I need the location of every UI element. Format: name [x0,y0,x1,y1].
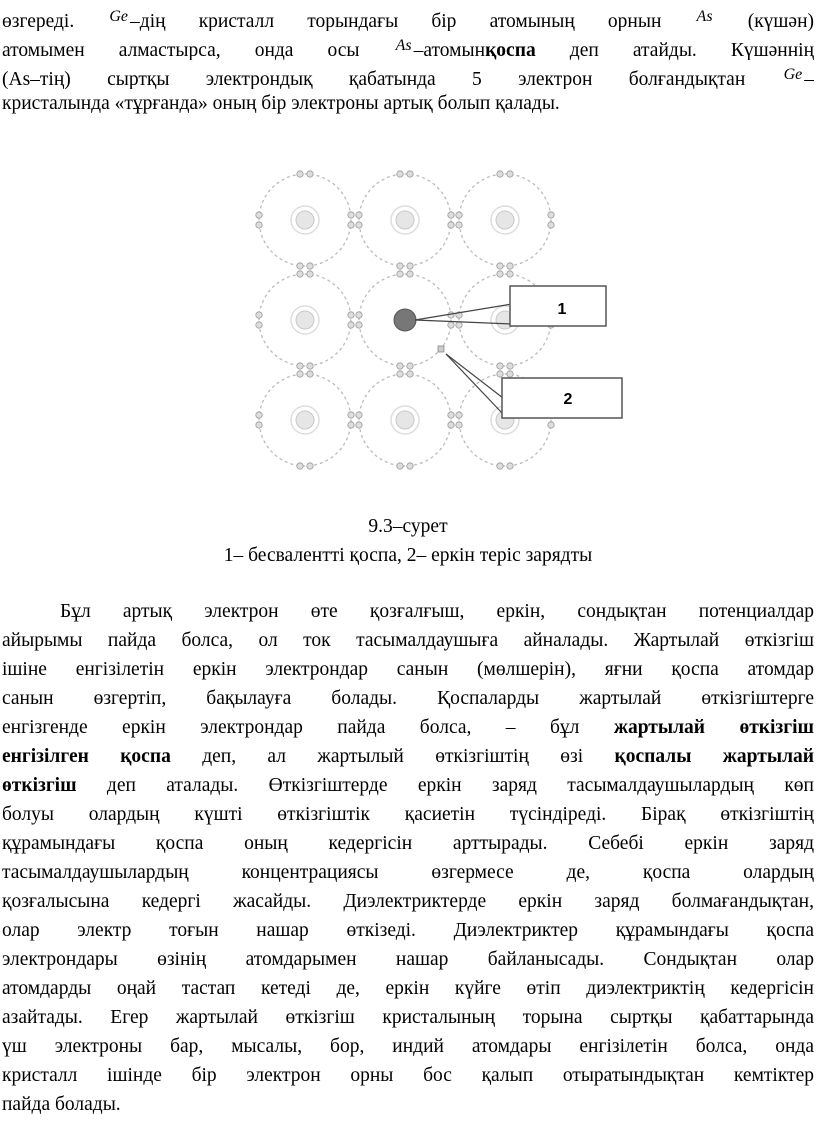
text-line: енгізілген қоспа деп, ал жартылый өткізгіштің өзі қоспалы жартылай [2,746,814,767]
electron [256,412,262,418]
electron [456,222,462,228]
term-bold: жартылай өткізгіш [613,717,814,738]
electron [448,322,454,328]
electron [356,412,362,418]
electron [407,371,413,377]
electron [397,171,403,177]
electron [497,463,503,469]
electron [397,263,403,269]
electron [507,171,513,177]
text-line: болуы олардың күшті өткізгіштік қасиетін түсіндіреді. Бірақ өткізгіштің [2,804,814,825]
electron [548,222,554,228]
label-2: 2 [563,391,573,408]
text-line: қозғалысына кедергі жасайды. Диэлектриктерде еркін заряд болмағандықтан, [2,891,814,912]
electron [507,371,513,377]
text-line: электрондары өзінің атомдарымен нашар байланысады. Сондықтан олар [2,949,814,970]
electron [297,363,303,369]
electron [548,212,554,218]
electron [397,363,403,369]
atom-core [296,311,314,329]
ge-symbol: Ge [109,8,129,25]
electron [497,371,503,377]
body-paragraph [2,597,814,1119]
atom-core [396,411,414,429]
electron [407,263,413,269]
text-line: олар электр тоғын нашар өткізеді. Диэлектриктер құрамындағы қоспа [2,920,814,941]
term-bold: қоспалы жартылай [614,746,814,767]
electron [256,422,262,428]
text-line: азайтады. Егер жартылай өткізгіш кристалының торына сыртқы қабаттарында [2,1007,814,1028]
figure-caption-text: 1– бесвалентті қоспа, 2– еркін теріс зарядты [223,545,593,566]
electron [448,422,454,428]
electron [407,363,413,369]
crystal-lattice-figure [250,158,630,500]
text-line: өткізгіш деп аталады. Өткізгіштерде еркін заряд тасымалдаушылардың көп [2,775,814,796]
text-line: кристалында «тұрғанда» оның бір электроны артық болып қалады. [2,93,560,114]
electron [348,422,354,428]
electron [407,171,413,177]
electron [307,263,313,269]
electron [348,322,354,328]
electron [307,371,313,377]
impurity-atom [394,309,416,331]
electron [297,271,303,277]
text-line: пайда болады. [2,1094,121,1115]
electron [397,271,403,277]
top-paragraph [2,2,814,118]
electron [407,463,413,469]
electron [507,263,513,269]
electron [497,263,503,269]
text-line: өзгереді. $^{Ge}$ –дің кристалл торындағы бір атомының орнын $^{As}$ (күшән) [2,8,814,31]
electron [297,263,303,269]
electron [356,312,362,318]
label-callout-1 [415,286,606,326]
electron [307,363,313,369]
text-line: үш электроны бар, мысалы, бор, индий атомдары енгізілетін болса, онда [2,1036,814,1057]
electron [356,212,362,218]
electron [548,422,554,428]
ge-symbol: Ge [783,66,803,83]
electron [407,271,413,277]
electron [456,412,462,418]
electron [456,422,462,428]
figure-caption-title: 9.3–сурет [368,516,448,537]
text-line: санын өзгертіп, бақылауға болады. Қоспаларды жартылай өткізгіштерге [2,688,814,709]
electron [348,212,354,218]
label-1: 1 [557,301,567,318]
electron [356,422,362,428]
text-line: айырымы пайда болса, ол ток тасымалдаушыға айналады. Жартылай өткізгіш [2,630,814,651]
term-qospa: қоспа [485,40,536,60]
electron [397,371,403,377]
electron [256,222,262,228]
atom-core [296,411,314,429]
electron [456,322,462,328]
electron [448,222,454,228]
electron [297,371,303,377]
as-symbol: As [395,37,412,54]
free-electron [438,346,444,352]
atom-core [396,211,414,229]
label-callout-2 [438,346,622,418]
electron [297,463,303,469]
text-line: құрамындағы қоспа оның кедергісін арттырады. Себебі еркін заряд [2,833,814,854]
electron [507,271,513,277]
electron [497,171,503,177]
term-bold: енгізілген қоспа [2,746,171,767]
text-line: (As–тің) сыртқы электрондық қабатында 5 электрон болғандықтан $^{Ge}$ – [2,66,814,89]
text-line: Бұл артық электрон өте қозғалғыш, еркін, сондықтан потенциалдар [60,601,814,622]
electron [507,463,513,469]
electron [348,312,354,318]
text-line: тасымалдаушылардың концентрациясы өзгермесе де, қоспа олардың [2,862,814,883]
text-line: атомымен алмастырса, онда осы $^{As}$ –атомынқоспа деп атайды. Күшәннің [2,37,814,60]
electron [307,171,313,177]
term-bold: өткізгіш [2,775,77,796]
electron [507,363,513,369]
electron [456,212,462,218]
electron [397,463,403,469]
electron [448,412,454,418]
electron [297,171,303,177]
atom-core [296,211,314,229]
electron [256,312,262,318]
text-line: ішіне енгізілетін еркін электрондар санын (мөлшерін), яғни қоспа атомдар [2,659,814,680]
electron [348,412,354,418]
electron [356,222,362,228]
electron [497,271,503,277]
electron [348,222,354,228]
electron [307,271,313,277]
text-line: атомдарды оңай тастап кетеді де, еркін күйге өтіп диэлектриктің кедергісін [2,978,814,999]
electron [256,322,262,328]
electron [307,463,313,469]
electron [256,212,262,218]
text-line: кристалл ішінде бір электрон орны бос қалып отыратындықтан кемтіктер [2,1065,814,1086]
as-symbol: As [696,8,713,25]
electron [448,212,454,218]
electron [356,322,362,328]
atom-core [496,211,514,229]
electron [497,363,503,369]
text-line: енгізгенде еркін электрондар пайда болса, – бұл жартылай өткізгіш [2,717,814,738]
